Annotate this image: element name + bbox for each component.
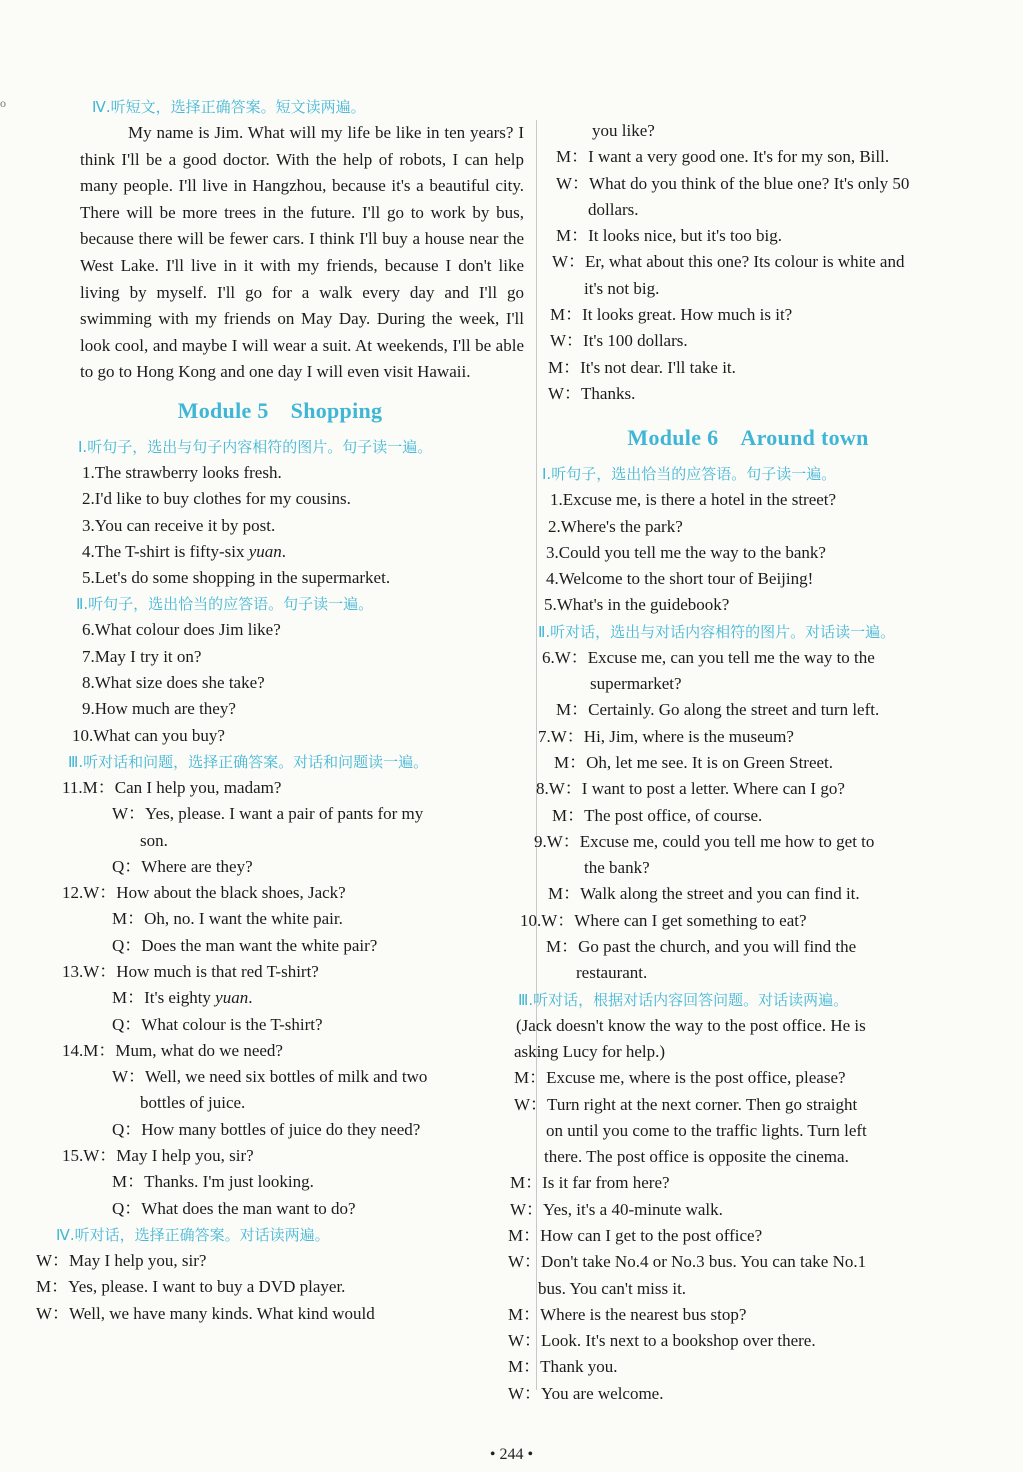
section-heading: Ⅲ.听对话和问题，选择正确答案。对话和问题读一遍。 xyxy=(68,752,429,771)
dialogue-line: 12.W：How about the black shoes, Jack? xyxy=(62,883,346,903)
dialogue-line: M：Walk along the street and you can find it. xyxy=(548,884,860,904)
dialogue-line: M：How can I get to the post office? xyxy=(508,1225,763,1245)
dialogue-line: W：Yes, it's a 40-minute walk. xyxy=(510,1199,723,1219)
dialogue-line: (Jack doesn't know the way to the post office. He is xyxy=(516,1015,866,1035)
module-number: Module 5 xyxy=(177,397,269,423)
dialogue-line: M：Thank you. xyxy=(508,1357,618,1377)
dialogue-line: Q：Does the man want the white pair? xyxy=(112,935,378,955)
dialogue-line: 8.W：I want to post a letter. Where can I go? xyxy=(536,779,845,799)
section-heading: Ⅳ.听短文，选择正确答案。短文读两遍。 xyxy=(92,98,366,116)
list-item xyxy=(36,539,524,565)
dialogue-line: Q：How many bottles of juice do they need? xyxy=(112,1119,421,1139)
dialogue-line: Q：Where are they? xyxy=(112,856,253,876)
dialogue-line: it's not big. xyxy=(584,278,660,298)
list-item: 7.May I try it on? xyxy=(82,646,202,666)
list-item: 2.Where's the park? xyxy=(548,516,683,536)
module-name: Shopping xyxy=(290,397,383,423)
dialogue-line: W：Er, what about this one? Its colour is white and xyxy=(552,252,905,272)
list-item: 6.What colour does Jim like? xyxy=(82,620,281,640)
dialogue-line: you like? xyxy=(592,121,655,140)
list-item: 2.I'd like to buy clothes for my cousins. xyxy=(82,489,351,509)
list-item: 9.How much are they? xyxy=(82,699,236,719)
dialogue-line: 15.W：May I help you, sir? xyxy=(62,1146,254,1166)
dialogue-line: M：Is it far from here? xyxy=(510,1173,670,1193)
dialogue-line: son. xyxy=(140,830,168,850)
dialogue-line: M：It looks nice, but it's too big. xyxy=(556,226,782,246)
reading-passage: My name is Jim. What will my life be like in ten years? I think I'll be a good doctor. With the help of robots, I can help many people. I'll live in Hangzhou, because it's a beautiful city. There will be more trees in the future. I'll go to work by bus, because there will be fewer cars. I think I'll buy a house near the West Lake. I'll live in it with my friends, because I don't like living by myself. I'll go for a walk every day and I'll go swimming with my friends on May Day. During the week, I'll look cool, and maybe I will wear a suit. At weekends, I'll be able to go to Hong Kong and one day I will even visit Hawaii. xyxy=(80,123,524,382)
edge-mark: o xyxy=(0,96,6,110)
dialogue-line: on until you come to the traffic lights. Turn left xyxy=(546,1120,867,1140)
dialogue-line: M：Certainly. Go along the street and turn left. xyxy=(556,700,880,720)
dialogue-line: M：Oh, no. I want the white pair. xyxy=(112,909,343,929)
right-column xyxy=(508,118,988,1407)
dialogue-line: Q：What colour is the T-shirt? xyxy=(112,1014,323,1034)
dialogue-line: dollars. xyxy=(588,199,639,219)
dialogue-line: 11.M：Can I help you, madam? xyxy=(62,777,282,797)
list-item: 1.Excuse me, is there a hotel in the street? xyxy=(550,490,837,510)
section-heading: Ⅲ.听对话，根据对话内容回答问题。对话读两遍。 xyxy=(518,990,849,1009)
dialogue-line: 6.W：Excuse me, can you tell me the way to the xyxy=(542,647,875,667)
italic-word: yuan xyxy=(248,541,282,561)
dialogue-line: M：Oh, let me see. It is on Green Street. xyxy=(554,752,834,772)
list-item: 4.Welcome to the short tour of Beijing! xyxy=(546,569,814,589)
list-item: 3.You can receive it by post. xyxy=(82,515,276,535)
module-number: Module 6 xyxy=(627,425,719,451)
page-number: • 244 • xyxy=(489,1446,534,1463)
punctuation: . xyxy=(248,988,253,1008)
dialogue-line: M：Excuse me, where is the post office, please? xyxy=(514,1068,846,1088)
left-column xyxy=(36,94,524,1327)
dialogue-line: M：Yes, please. I want to buy a DVD player. xyxy=(36,1277,346,1297)
dialogue-line: W：Well, we need six bottles of milk and two xyxy=(112,1067,428,1087)
list-item: 8.What size does she take? xyxy=(82,673,265,693)
module-name: Around town xyxy=(740,425,869,451)
list-item: 10.What can you buy? xyxy=(72,725,225,745)
section-heading: Ⅰ.听句子，选出恰当的应答语。句子读一遍。 xyxy=(542,465,837,484)
dialogue-line: 14.M：Mum, what do we need? xyxy=(62,1040,283,1060)
dialogue-line: W：What do you think of the blue one? It's only 50 xyxy=(556,173,910,193)
dialogue-line: there. The post office is opposite the cinema. xyxy=(544,1147,849,1167)
dialogue-line: M：Where is the nearest bus stop? xyxy=(508,1304,747,1324)
dialogue-line: asking Lucy for help.) xyxy=(514,1041,666,1061)
list-item: 1.The strawberry looks fresh. xyxy=(82,462,282,482)
section-heading: Ⅱ.听句子，选出恰当的应答语。句子读一遍。 xyxy=(76,595,374,614)
dialogue-line: 7.W：Hi, Jim, where is the museum? xyxy=(538,726,794,746)
section-heading: Ⅰ.听句子，选出与句子内容相符的图片。句子读一遍。 xyxy=(78,437,433,456)
dialogue-line: W：It's 100 dollars. xyxy=(550,331,688,351)
dialogue-line: the bank? xyxy=(584,858,650,878)
dialogue-line: W：Thanks. xyxy=(548,383,636,403)
dialogue-line: restaurant. xyxy=(576,963,648,983)
dialogue-line: W：May I help you, sir? xyxy=(36,1250,207,1270)
dialogue-line: supermarket? xyxy=(590,674,682,694)
item-text: 4.The T-shirt is fifty-six xyxy=(82,541,249,561)
dialogue-line: 9.W：Excuse me, could you tell me how to get to xyxy=(534,831,875,851)
module-5-title xyxy=(36,394,524,428)
dialogue-line: M：Go past the church, and you will find the xyxy=(546,937,857,957)
dialogue-line: W：Look. It's next to a bookshop over there. xyxy=(508,1331,816,1351)
dialogue-line: W：Well, we have many kinds. What kind would xyxy=(36,1303,375,1323)
section-heading: Ⅱ.听对话，选出与对话内容相符的图片。对话读一遍。 xyxy=(538,622,896,641)
dialogue-line: W：Yes, please. I want a pair of pants for my xyxy=(112,804,424,824)
dialogue-line: W：Turn right at the next corner. Then go straight xyxy=(514,1094,858,1114)
dialogue-line: M：The post office, of course. xyxy=(552,805,763,825)
section-heading: Ⅳ.听对话，选择正确答案。对话读两遍。 xyxy=(56,1225,330,1244)
punctuation: . xyxy=(281,541,286,561)
list-item: 3.Could you tell me the way to the bank? xyxy=(546,542,826,562)
dialogue-line: W：Don't take No.4 or No.3 bus. You can take No.1 xyxy=(508,1252,867,1272)
dialogue-line: 10.W：Where can I get something to eat? xyxy=(520,910,807,930)
dialogue-line: M：I want a very good one. It's for my son, Bill. xyxy=(556,147,890,167)
dialogue-line: bus. You can't miss it. xyxy=(538,1278,687,1298)
italic-word: yuan xyxy=(215,988,249,1008)
dialogue-line: Q：What does the man want to do? xyxy=(112,1198,356,1218)
dialogue-line: bottles of juice. xyxy=(140,1093,246,1113)
dialogue-line: M：It's not dear. I'll take it. xyxy=(548,357,736,377)
dialogue-line: 13.W：How much is that red T-shirt? xyxy=(62,961,319,981)
list-item: 5.Let's do some shopping in the supermarket. xyxy=(82,568,391,588)
line-text: M：It's eighty xyxy=(112,988,216,1008)
dialogue-line: M：Thanks. I'm just looking. xyxy=(112,1172,314,1192)
dialogue-line: W：You are welcome. xyxy=(508,1383,664,1403)
list-item: 5.What's in the guidebook? xyxy=(544,595,730,615)
dialogue-line: M：It looks great. How much is it? xyxy=(550,305,793,325)
dialogue-line xyxy=(36,985,524,1011)
module-6-title xyxy=(508,421,988,455)
